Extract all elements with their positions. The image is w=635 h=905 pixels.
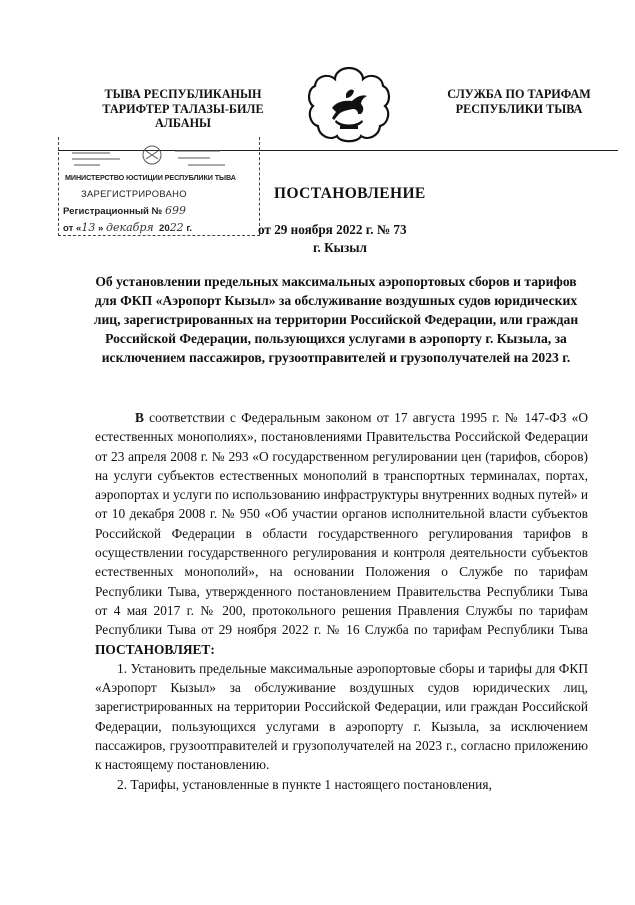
document-subject: Об установлении предельных максимальных аэропортовых сборов и тарифов для ФКП «Аэропорт Кызыл» за обслуживание воздушных судов юридических лиц, зарегистрированных на территории Российской Федерации, или граждан Российской Федерации, пользующихся услугами в аэропорту г. Кызыла, за исключением пассажиров, грузоотправителей и грузополучателей на 2023 г. <box>93 274 579 365</box>
preamble-resolve: ПОСТАНОВЛЯЕТ: <box>95 641 215 657</box>
header-left-line: ТЫВА РЕСПУБЛИКАНЫН <box>104 87 262 101</box>
preamble-text: соответствии с Федеральным законом от 17 августа 1995 г. № 147-ФЗ «О естественных монополиях», постановлениями Правительства Российской Федерации от 23 апреля 2008 г. № 293 «О государственном регулировании цен (тарифов, сборов) на услуги субъектов естественных монополий в транспортных терминалах, портах, аэропортах и услуги по использованию инфраструктуры внутренних водных путей» и от 10 декабря 2008 г. № 950 «Об участии органов исполнительной власти субъектов Российской Федерации в области государственного регулирования тарифов в осуществлении государственного регулирования и контроля деятельности субъектов естественных монополий», на основании Положения о Службе по тарифам Республики Тыва, утвержденного постановлением Правительства Республики Тыва от 4 мая 2017 г. № 200, протокольного решения Правления Службы по тарифам Республики Тыва от 29 ноября 2022 г. № 16 Служба по тарифам Республики Тыва <box>95 410 589 638</box>
tuva-emblem-icon <box>306 64 392 146</box>
stamp-date-suffix: г. <box>186 223 193 234</box>
preamble-initial: В <box>135 410 144 425</box>
stamp-date-year: 22 <box>169 221 184 234</box>
header-left-line: АЛБАНЫ <box>154 116 212 130</box>
header-right-organization <box>424 87 614 116</box>
stamp-registration-date <box>63 221 192 234</box>
header-right-line: РЕСПУБЛИКИ ТЫВА <box>455 101 583 116</box>
body-preamble <box>95 408 588 659</box>
stamp-date-month: декабря <box>106 221 154 234</box>
header-left-organization <box>92 87 274 131</box>
document-date-number: от 29 ноября 2022 г. № 73 <box>258 222 407 237</box>
stamp-date-day: 13 <box>81 221 96 234</box>
stamp-date-mid: » <box>98 223 104 234</box>
registration-stamp <box>58 137 260 236</box>
stamp-ministry: МИНИСТЕРСТВО ЮСТИЦИИ РЕСПУБЛИКИ ТЫВА <box>65 173 236 182</box>
stamp-registration-number <box>63 204 186 217</box>
stamp-registered: ЗАРЕГИСТРИРОВАНО <box>81 188 187 199</box>
stamp-reg-number: 699 <box>165 204 186 217</box>
body-item-2: 2. Тарифы, установленные в пункте 1 настоящего постановления, <box>117 776 492 792</box>
stamp-reg-label: Регистрационный № <box>63 206 163 217</box>
document-type-title: ПОСТАНОВЛЕНИЕ <box>274 185 426 202</box>
header-left-line: ТАРИФТЕР ТАЛАЗЫ-БИЛЕ <box>102 101 264 116</box>
stamp-date-year-prefix: 20 <box>159 223 170 234</box>
document-body <box>95 408 588 794</box>
document-city: г. Кызыл <box>313 240 367 255</box>
header-right-line: СЛУЖБА ПО ТАРИФАМ <box>447 87 591 101</box>
body-item-1: 1. Установить предельные максимальные аэропортовые сборы и тарифы для ФКП «Аэропорт Кызыл» за обслуживание воздушных судов юридических лиц, зарегистрированных на территории Российской Федерации, или граждан Российской Федерации, пользующихся услугами в аэропорту г. Кызыла, за исключением пассажиров, грузоотправителей и грузополучателей на 2023 г., согласно приложению к настоящему постановлению. <box>95 660 588 773</box>
stamp-date-prefix: от « <box>63 223 82 234</box>
